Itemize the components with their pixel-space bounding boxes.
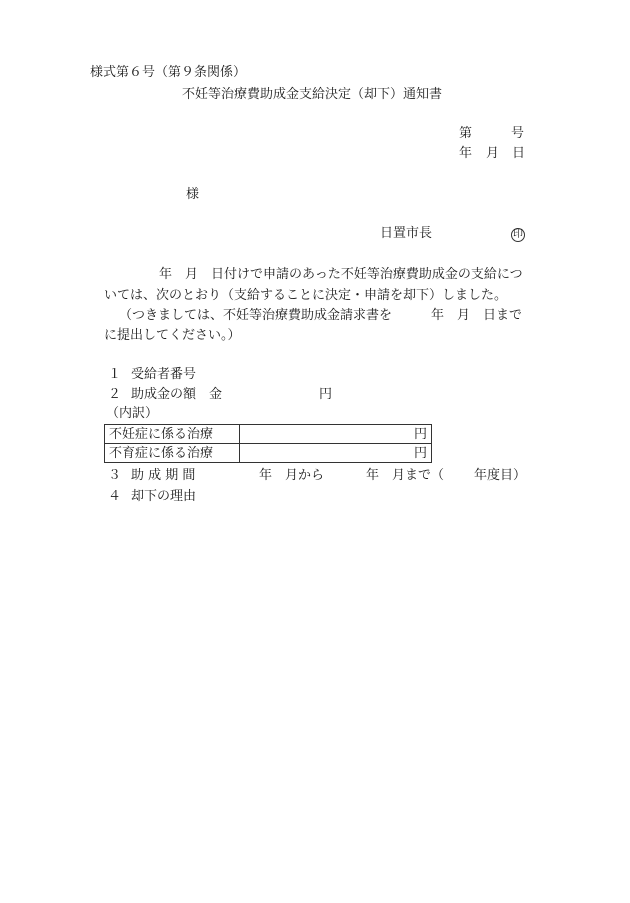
item-4-number: ４ [108,489,122,504]
breakdown-table [104,424,432,463]
issue-date-month: 月 [486,146,500,161]
item-1-number: １ [108,367,122,382]
breakdown-row-label: 不育症に係る治療 [105,444,240,463]
item-2-number: ２ [108,387,122,402]
item-2-unit: 円 [319,387,333,402]
form-number: 様式第６号（第９条関係） [90,65,247,80]
table-row [105,425,432,444]
issue-number-prefix: 第 [459,126,473,141]
table-row [105,444,432,463]
item-1-label: 受給者番号 [131,367,197,382]
seal-icon: 印 [513,229,523,240]
item-2-label: 助成金の額 金 [131,387,223,402]
issuer-title: 日置市長 [380,226,433,241]
breakdown-label: （内訳） [106,406,159,421]
issue-number-suffix: 号 [511,126,525,141]
recipient-honorific: 様 [186,187,200,202]
item-3-from: 年 月から [259,468,325,483]
body-line-2: いては、次のとおり（支給することに決定・申請を却下）しました。 [104,288,508,303]
item-3-label: 助 成 期 間 [131,468,196,483]
item-3-to: 年 月まで（ [366,468,445,483]
breakdown-row-amount: 円 [240,425,432,444]
issuer-seal [511,227,525,242]
item-3-number: ３ [108,468,122,483]
issue-date-day: 日 [512,146,526,161]
body-line-3: （つきましては、不妊等治療費助成金請求書を 年 月 日まで [119,308,523,323]
issue-date-year: 年 [459,146,473,161]
breakdown-row-label: 不妊症に係る治療 [105,425,240,444]
body-line-1: 年 月 日付けで申請のあった不妊等治療費助成金の支給につ [159,267,523,282]
body-line-4: に提出してください。） [104,328,241,343]
item-4-label: 却下の理由 [131,489,197,504]
document-title: 不妊等治療費助成金支給決定（却下）通知書 [182,87,443,102]
breakdown-row-amount: 円 [240,444,432,463]
item-3-fiscal-year: 年度目） [474,468,527,483]
